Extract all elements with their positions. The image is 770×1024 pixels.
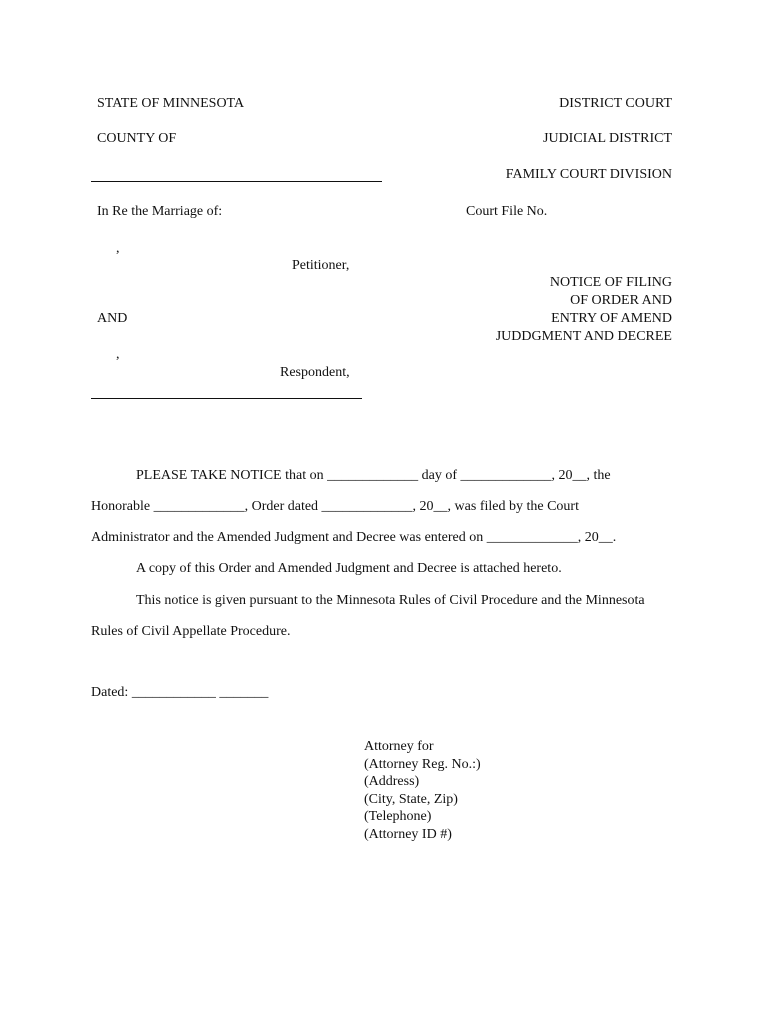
district-label: JUDICIAL DISTRICT xyxy=(543,131,672,146)
respondent-label: Respondent, xyxy=(280,365,350,380)
notice-title-line-4: JUDDGMENT AND DECREE xyxy=(495,329,672,344)
rules-paragraph-line-2: Rules of Civil Appellate Procedure. xyxy=(91,624,291,639)
attorney-id-line: (Attorney ID #) xyxy=(364,826,452,842)
notice-paragraph-line-3: Administrator and the Amended Judgment and Decree was entered on _____________, 20__. xyxy=(91,530,617,545)
court-file-label: Court File No. xyxy=(466,204,548,219)
court-label: DISTRICT COURT xyxy=(559,96,672,111)
city-state-zip-line: (City, State, Zip) xyxy=(364,791,458,807)
caption-top-rule xyxy=(91,181,382,182)
attorney-for-line: Attorney for xyxy=(364,739,434,754)
notice-paragraph-line-1: PLEASE TAKE NOTICE that on _____________ day of _____________, 20__, the xyxy=(136,468,611,483)
notice-title-line-2: OF ORDER AND xyxy=(570,293,672,308)
notice-title-line-1: NOTICE OF FILING xyxy=(549,275,672,290)
and-label: AND xyxy=(97,311,128,326)
attorney-signature-block xyxy=(364,738,481,844)
in-re-label: In Re the Marriage of: xyxy=(97,204,223,219)
copy-attached-paragraph: A copy of this Order and Amended Judgment and Decree is attached hereto. xyxy=(136,561,562,576)
petitioner-name-comma: , xyxy=(116,241,120,256)
dated-line: Dated: ____________ _______ xyxy=(91,685,269,700)
notice-title-line-3: ENTRY OF AMEND xyxy=(551,311,672,326)
telephone-line: (Telephone) xyxy=(364,809,432,825)
rules-paragraph-line-1: This notice is given pursuant to the Minnesota Rules of Civil Procedure and the Minnesota xyxy=(136,593,645,608)
county-label: COUNTY OF xyxy=(97,131,177,146)
state-label: STATE OF MINNESOTA xyxy=(97,96,245,111)
address-line: (Address) xyxy=(364,774,420,790)
notice-paragraph-line-2: Honorable _____________, Order dated _____________, 20__, was filed by the Court xyxy=(91,499,579,514)
caption-bottom-rule xyxy=(91,398,362,399)
petitioner-label: Petitioner, xyxy=(292,258,350,273)
division-label: FAMILY COURT DIVISION xyxy=(505,167,672,182)
respondent-name-comma: , xyxy=(116,347,120,362)
attorney-reg-line: (Attorney Reg. No.:) xyxy=(364,756,481,772)
